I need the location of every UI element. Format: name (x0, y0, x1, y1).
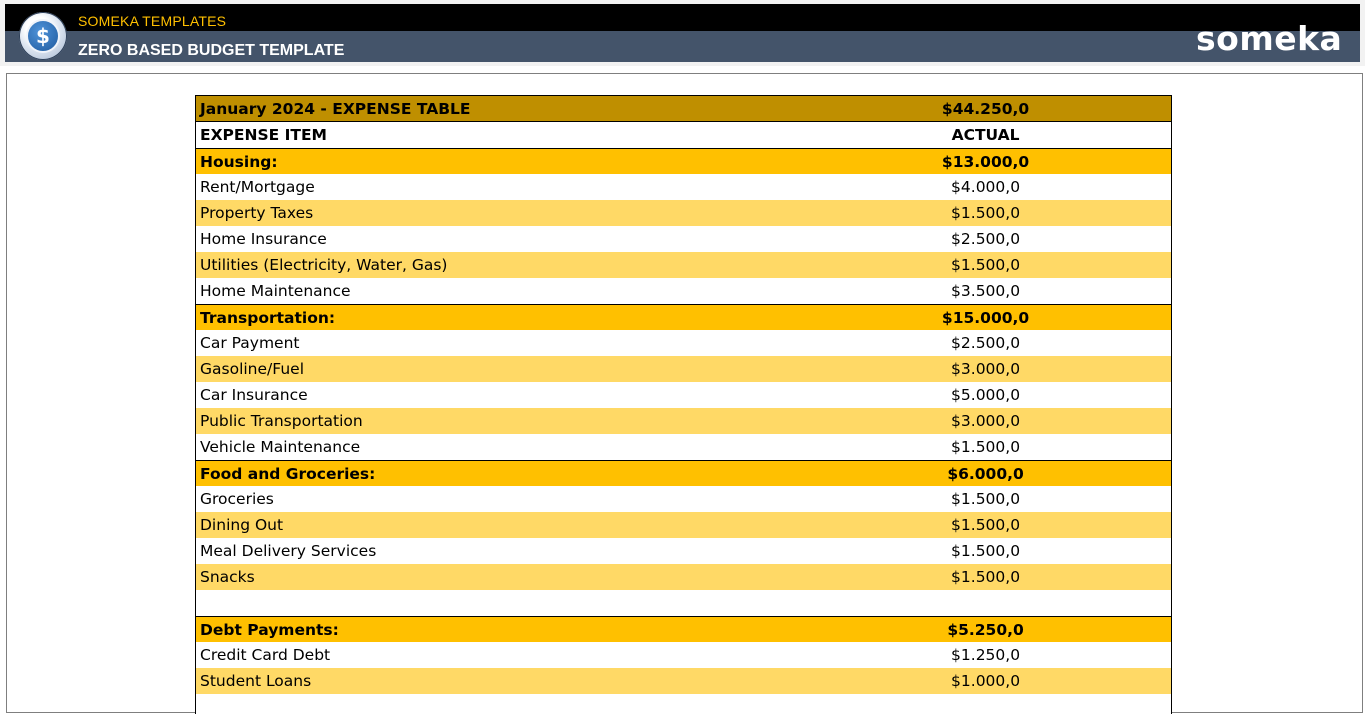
expense-item-cell[interactable]: Meal Delivery Services (200, 542, 377, 560)
actual-amount-cell[interactable]: $1.000,0 (951, 672, 1021, 690)
table-row (196, 434, 1171, 460)
category-label-cell[interactable]: Housing: (200, 152, 278, 171)
category-total-cell[interactable]: $6.000,0 (947, 464, 1024, 483)
table-row (196, 252, 1171, 278)
column-header-item[interactable]: EXPENSE ITEM (200, 126, 327, 144)
table-row (196, 590, 1171, 616)
table-row (196, 356, 1171, 382)
actual-amount-cell[interactable]: $1.500,0 (951, 204, 1021, 222)
table-row (196, 174, 1171, 200)
expense-item-cell[interactable]: Property Taxes (200, 204, 314, 222)
actual-amount-cell[interactable]: $5.000,0 (951, 386, 1021, 404)
table-row (196, 642, 1171, 668)
category-total-cell[interactable]: $15.000,0 (941, 308, 1030, 327)
expense-item-cell[interactable]: Snacks (200, 568, 255, 586)
table-row (196, 538, 1171, 564)
category-total-cell[interactable]: $13.000,0 (941, 152, 1030, 171)
expense-item-cell[interactable]: Dining Out (200, 516, 284, 534)
actual-amount-cell[interactable]: $1.500,0 (951, 490, 1021, 508)
expense-item-cell[interactable]: Vehicle Maintenance (200, 438, 361, 456)
header-bar (5, 4, 1360, 62)
expense-item-cell[interactable]: Home Maintenance (200, 282, 351, 300)
expense-item-cell[interactable]: Public Transportation (200, 412, 363, 430)
expense-item-cell[interactable]: Student Loans (200, 672, 312, 690)
dollar-sign-glyph: $ (26, 19, 60, 53)
actual-amount-cell[interactable]: $1.500,0 (951, 568, 1021, 586)
actual-amount-cell[interactable]: $3.500,0 (951, 282, 1021, 300)
table-title-row (196, 96, 1171, 122)
column-header-actual[interactable]: ACTUAL (951, 126, 1020, 144)
expense-item-cell[interactable]: Home Insurance (200, 230, 327, 248)
total-expense-value[interactable]: $44.250,0 (941, 99, 1030, 118)
brand-label: SOMEKA TEMPLATES (78, 13, 227, 29)
table-row (196, 382, 1171, 408)
category-label-cell[interactable]: Food and Groceries: (200, 464, 376, 483)
category-label-cell[interactable]: Debt Payments: (200, 620, 339, 639)
expense-item-cell[interactable]: Gasoline/Fuel (200, 360, 304, 378)
actual-amount-cell[interactable]: $3.000,0 (951, 412, 1021, 430)
expense-item-cell[interactable]: Utilities (Electricity, Water, Gas) (200, 256, 448, 274)
category-total-cell[interactable]: $5.250,0 (947, 620, 1024, 639)
table-row (196, 200, 1171, 226)
table-row (196, 564, 1171, 590)
expense-item-cell[interactable]: Groceries (200, 490, 274, 508)
category-row (196, 148, 1171, 174)
category-row (196, 460, 1171, 486)
expense-item-cell[interactable]: Car Payment (200, 334, 300, 352)
expense-rows (196, 148, 1171, 714)
dollar-coin-icon (19, 12, 67, 60)
expense-item-cell[interactable]: Car Insurance (200, 386, 308, 404)
table-row (196, 512, 1171, 538)
actual-amount-cell[interactable]: $2.500,0 (951, 230, 1021, 248)
actual-amount-cell[interactable]: $2.500,0 (951, 334, 1021, 352)
expense-table (195, 95, 1172, 714)
expense-item-cell[interactable]: Credit Card Debt (200, 646, 331, 664)
column-header-row (196, 122, 1171, 148)
category-label-cell[interactable]: Transportation: (200, 308, 336, 327)
expense-item-cell[interactable]: Rent/Mortgage (200, 178, 315, 196)
category-row (196, 304, 1171, 330)
table-row (196, 486, 1171, 512)
table-row (196, 668, 1171, 694)
actual-amount-cell[interactable]: $1.500,0 (951, 542, 1021, 560)
table-row (196, 330, 1171, 356)
table-row (196, 694, 1171, 714)
table-title[interactable]: January 2024 - EXPENSE TABLE (200, 99, 471, 118)
actual-amount-cell[interactable]: $4.000,0 (951, 178, 1021, 196)
table-row (196, 278, 1171, 304)
category-row (196, 616, 1171, 642)
table-row (196, 226, 1171, 252)
actual-amount-cell[interactable]: $1.500,0 (951, 516, 1021, 534)
app-header (0, 0, 1365, 66)
actual-amount-cell[interactable]: $1.500,0 (951, 256, 1021, 274)
actual-amount-cell[interactable]: $1.500,0 (951, 438, 1021, 456)
page-title: ZERO BASED BUDGET TEMPLATE (78, 42, 345, 59)
actual-amount-cell[interactable]: $1.250,0 (951, 646, 1021, 664)
actual-amount-cell[interactable]: $3.000,0 (951, 360, 1021, 378)
table-row (196, 408, 1171, 434)
someka-logo[interactable]: someka (1196, 19, 1343, 58)
